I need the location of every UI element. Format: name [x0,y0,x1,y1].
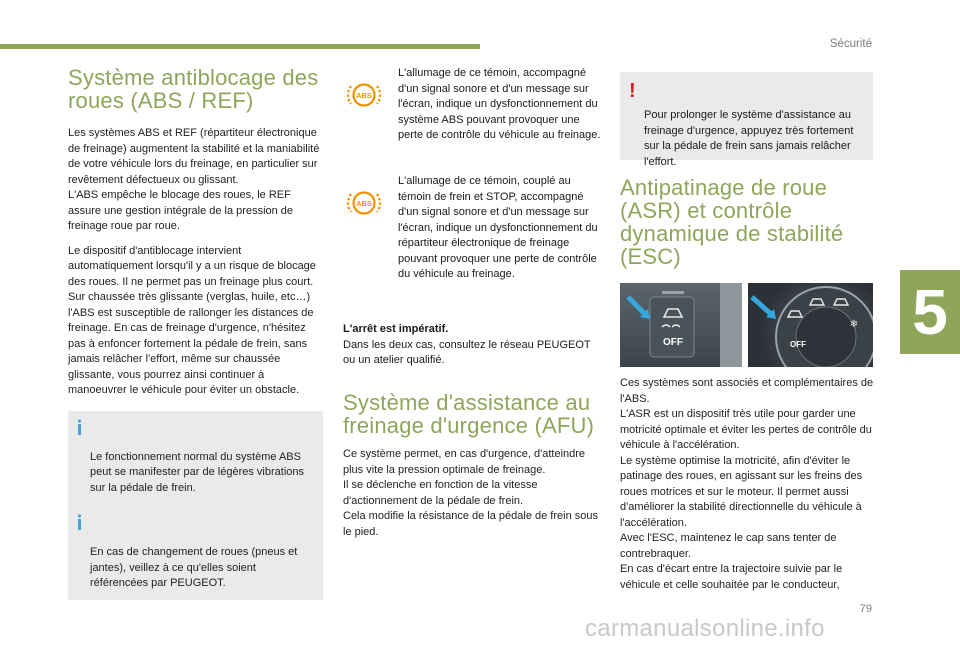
abs-icon-label: ABS [356,91,372,100]
header-rule [0,44,480,49]
asr-button-photo-1 [620,283,742,367]
warning-note-afu [620,72,873,168]
imperatif-text: Dans les deux cas, consultez le réseau PEUGEOT ou un atelier qualifié. [343,338,591,366]
afu-body: Ce système permet, en cas d'urgence, d'atteindre plus vite la pression optimale de freinage. Il se déclenche en fonction de la vitesse d'actionnement de la pédale de frein. Cela modifie la résistance de la pédale de frein sous le pied. [343,448,598,538]
imperatif-heading: L'arrêt est impératif. [343,323,449,335]
warning-note-text: Pour prolonger le système d'assistance au freinage d'urgence, appuyez très fortement sur la pédale de frein sans jamais relâcher l'effort. [644,109,854,168]
info-note-vibrations [68,411,323,507]
chapter-tab [900,270,960,354]
svg-text:OFF: OFF [790,340,806,349]
info-icon [76,514,84,530]
info-icon [76,419,84,435]
info-note-wheels [68,506,323,600]
abs-paragraph-1: Les systèmes ABS et REF (répartiteur électronique de freinage) augmentent la stabilité et la maniabilité de votre véhicule lors du freinage, en particulier sur revêtement défectueux ou glissant. L'ABS empêche le blocage des roues, le REF assure une gestion intégrale de la pression de freinage roue par roue. [68,127,320,232]
watermark: carmanualsonline.info [585,615,825,642]
abs-icon-label: ABS [356,199,372,208]
abs-warning-icon [345,188,383,218]
abs-warning-icon [345,80,383,110]
info-note-text: En cas de changement de roues (pneus et jantes), veillez à ce qu'elles soient référencées par PEUGEOT. [90,546,298,589]
abs-section [68,66,324,600]
abs-warning-2 [343,174,603,304]
abs-warning-1 [343,66,603,166]
chapter-number: 5 [912,276,948,348]
esc-off-dial-illustration [748,283,873,367]
abs-warning-text-1: L'allumage de ce témoin, accompagné d'un signal sonore et d'un message sur l'écran, indique un dysfonctionnement du système ABS pouvant provoquer une perte de contrôle du véhicule au freinage. [398,67,601,141]
section-label: Sécurité [829,38,872,50]
svg-text:❄: ❄ [849,319,859,330]
asr-button-photo-2 [748,283,873,367]
asr-title: Antipatinage de roue (ASR) et contrôle dynamique de stabilité (ESC) [620,175,844,269]
abs-paragraph-2: Le dispositif d'antiblocage intervient automatiquement lorsqu'il y a un risque de blocage des roues. Il ne permet pas un freinage plus court. Sur chaussée très glissante (verglas, huile, etc…) l'ABS est susceptible de rallonger les distances de freinage. En cas de freinage d'urgence, n'hésitez pas à enfoncer fortement la pédale de frein, sans jamais relâcher l'effort, même sur chaussée glissante, vous pourrez ainsi continuer à manoeuvrer le véhicule pour éviter un obstacle. [68,244,316,396]
afu-title: Système d'assistance au freinage d'urgence (AFU) [343,390,595,438]
abs-warning-text-2: L'allumage de ce témoin, couplé au témoin de frein et STOP, accompagné d'un signal sonore et d'un message sur l'écran, indique un dysfonctionnement du répartiteur électronique de freinage pouvant provoquer une perte de contrôle du véhicule au freinage. [398,175,598,280]
svg-text:OFF: OFF [663,337,683,348]
imperatif-block [343,322,603,369]
asr-body: Ces systèmes sont associés et complémentaires de l'ABS. L'ASR est un dispositif très utile pour garder une motricité optimale et éviter les pertes de contrôle du véhicule à l'accélération. Le système optimise la motricité, afin d'éviter le patinage des roues, en agissant sur les freins des roues motrices et sur le moteur. Il permet aussi d'améliorer la stabilité directionnelle du véhicule à l'accélération. Avec l'ESC, maintenez le cap sans tenter de contrebraquer. En cas d'écart entre la trajectoire suivie par le véhicule et celle souhaitée par le conducteur, [620,377,874,591]
warning-exclamation-icon: ! [629,80,636,102]
abs-title: Système antiblocage des roues (ABS / REF) [68,65,319,113]
info-note-text: Le fonctionnement normal du système ABS peut se manifester par de légères vibrations sur la pédale de frein. [90,450,305,494]
page-number: 79 [859,603,872,615]
esc-off-button-illustration [620,283,742,367]
